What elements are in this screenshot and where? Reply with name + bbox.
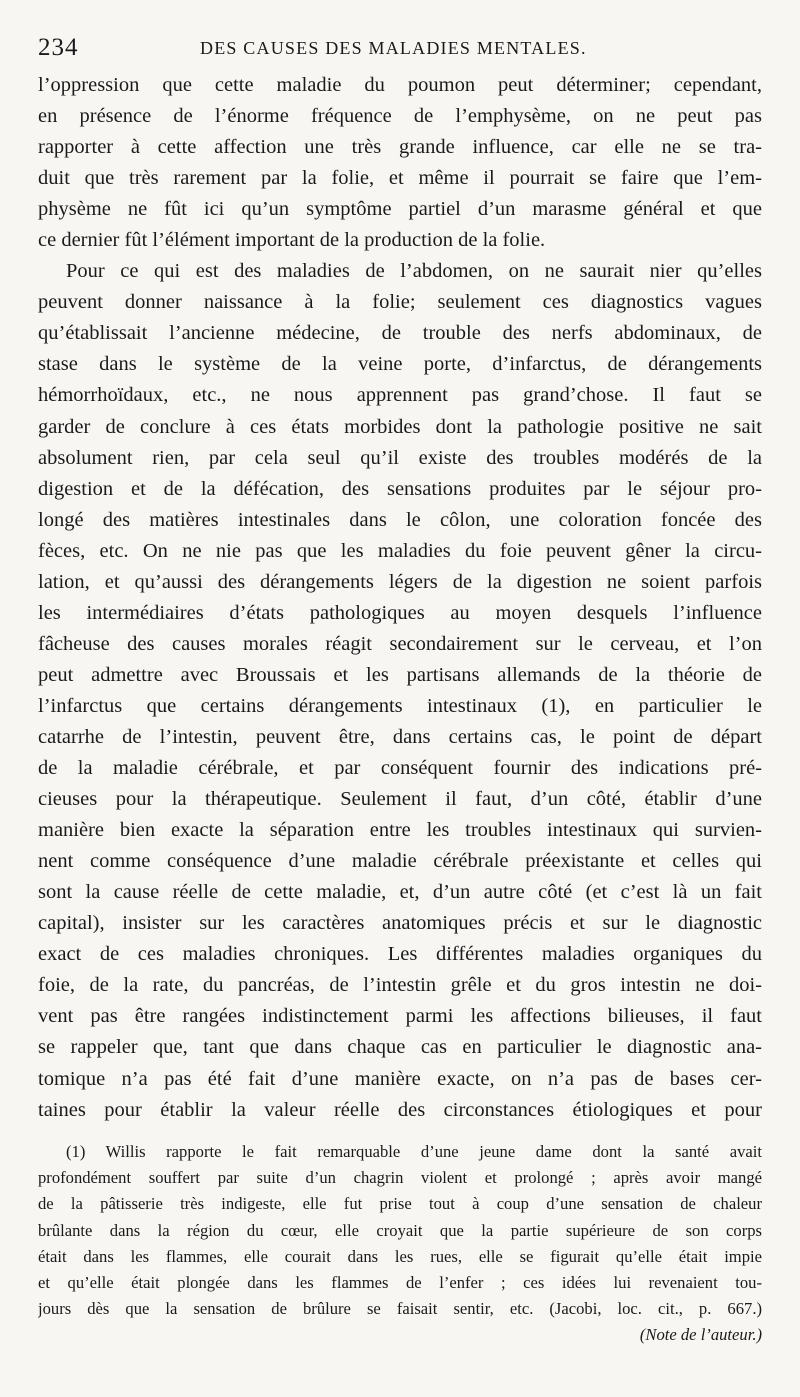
text-line: tomique n’a pas été fait d’une manière exacte, on n’a pas de bases cer-	[38, 1067, 762, 1090]
text-line: nent comme conséquence d’une maladie cérébrale préexistante et celles qui	[38, 850, 762, 873]
text-line: digestion et de la défécation, des sensations produites par le séjour pro-	[38, 477, 762, 500]
text-line: absolument rien, par cela seul qu’il existe des troubles modérés de la	[38, 446, 762, 469]
text-line: peut admettre avec Broussais et les partisans allemands de la théorie de	[38, 663, 762, 686]
text-line: catarrhe de l’intestin, peuvent être, dans certains cas, le point de départ	[38, 725, 762, 748]
text-line: duit que très rarement par la folie, et même il pourrait se faire que l’em-	[38, 167, 762, 190]
text-line: qu’établissait l’ancienne médecine, de trouble des nerfs abdominaux, de	[38, 322, 762, 345]
text-line: fèces, etc. On ne nie pas que les maladies du foie peuvent gêner la circu-	[38, 539, 762, 562]
text-line: sont la cause réelle de cette maladie, et, d’un autre côté (et c’est là un fait	[38, 881, 762, 904]
footnote	[38, 1139, 762, 1349]
text-line: physème ne fût ici qu’un symptôme partiel d’un marasme général et que	[38, 198, 762, 221]
text-line: longé des matières intestinales dans le côlon, une coloration foncée des	[38, 508, 762, 531]
footnote-line: et qu’elle était plongée dans les flammes de l’enfer ; ces idées lui revenaient tou-	[38, 1272, 762, 1292]
footnote-line: de la pâtisserie très indigeste, elle fut prise tout à coup d’une sensation de chaleur	[38, 1194, 762, 1214]
text-line: hémorrhoïdaux, etc., ne nous apprennent pas grand’chose. Il faut se	[38, 384, 762, 407]
text-line: rapporter à cette affection une très grande influence, car elle ne se tra-	[38, 136, 762, 159]
text-line: cieuses pour la thérapeutique. Seulement il faut, d’un côté, établir d’une	[38, 788, 762, 811]
text-line: peuvent donner naissance à la folie; seulement ces diagnostics vagues	[38, 291, 762, 314]
text-line: l’infarctus que certains dérangements intestinaux (1), en particulier le	[38, 694, 762, 717]
footnote-signature: (Note de l’auteur.)	[639, 1325, 762, 1345]
text-line: vent pas être rangées indistinctement parmi les affections bilieuses, il faut	[38, 1005, 762, 1028]
footnote-line: brûlante dans la région du cœur, elle croyait que la partie supérieure de son corps	[38, 1220, 762, 1240]
text-line: de la maladie cérébrale, et par conséquent fournir des indications pré-	[38, 757, 762, 780]
page-number: 234	[38, 34, 79, 61]
text-line: manière bien exacte la séparation entre les troubles intestinaux qui survien-	[38, 819, 762, 842]
text-line: les intermédiaires d’états pathologiques au moyen desquels l’influence	[38, 601, 762, 624]
text-line: taines pour établir la valeur réelle des circonstances étiologiques et pour	[38, 1098, 762, 1121]
text-line: exact de ces maladies chroniques. Les différentes maladies organiques du	[38, 943, 762, 966]
text-line: se rappeler que, tant que dans chaque cas en particulier le diagnostic ana-	[38, 1036, 762, 1059]
footnote-line: profondément souffert par suite d’un chagrin violent et prolongé ; après avoir mangé	[38, 1168, 762, 1188]
footnote-line: jours dès que la sensation de brûlure se faisait sentir, etc. (Jacobi, loc. cit., p. 667.)	[38, 1299, 762, 1319]
text-line: ce dernier fût l’élément important de la production de la folie.	[38, 229, 546, 252]
footnote-line: était dans les flammes, elle courait dans les rues, elle se figurait qu’elle était impie	[38, 1246, 762, 1266]
main-text	[38, 70, 762, 1126]
footnote-line: (1) Willis rapporte le fait remarquable d’une jeune dame dont la santé avait	[66, 1142, 762, 1161]
text-line: l’oppression que cette maladie du poumon peut déterminer; cependant,	[38, 74, 762, 96]
page-header	[38, 34, 762, 64]
running-title: DES CAUSES DES MALADIES MENTALES.	[200, 38, 587, 58]
text-line: garder de conclure à ces états morbides dont la pathologie positive ne sait	[38, 415, 762, 438]
text-line: lation, et qu’aussi des dérangements légers de la digestion ne soient parfois	[38, 570, 762, 593]
text-line: en présence de l’énorme fréquence de l’emphysème, on ne peut pas	[38, 105, 762, 128]
paragraph-start-line: Pour ce qui est des maladies de l’abdomen, on ne saurait nier qu’elles	[66, 260, 762, 283]
text-line: stase dans le système de la veine porte, d’infarctus, de dérangements	[38, 353, 762, 376]
text-line: foie, de la rate, du pancréas, de l’intestin grêle et du gros intestin ne doi-	[38, 974, 762, 997]
text-line: capital), insister sur les caractères anatomiques précis et sur le diagnostic	[38, 912, 762, 935]
text-line: fâcheuse des causes morales réagit secondairement sur le cerveau, et l’on	[38, 632, 762, 655]
